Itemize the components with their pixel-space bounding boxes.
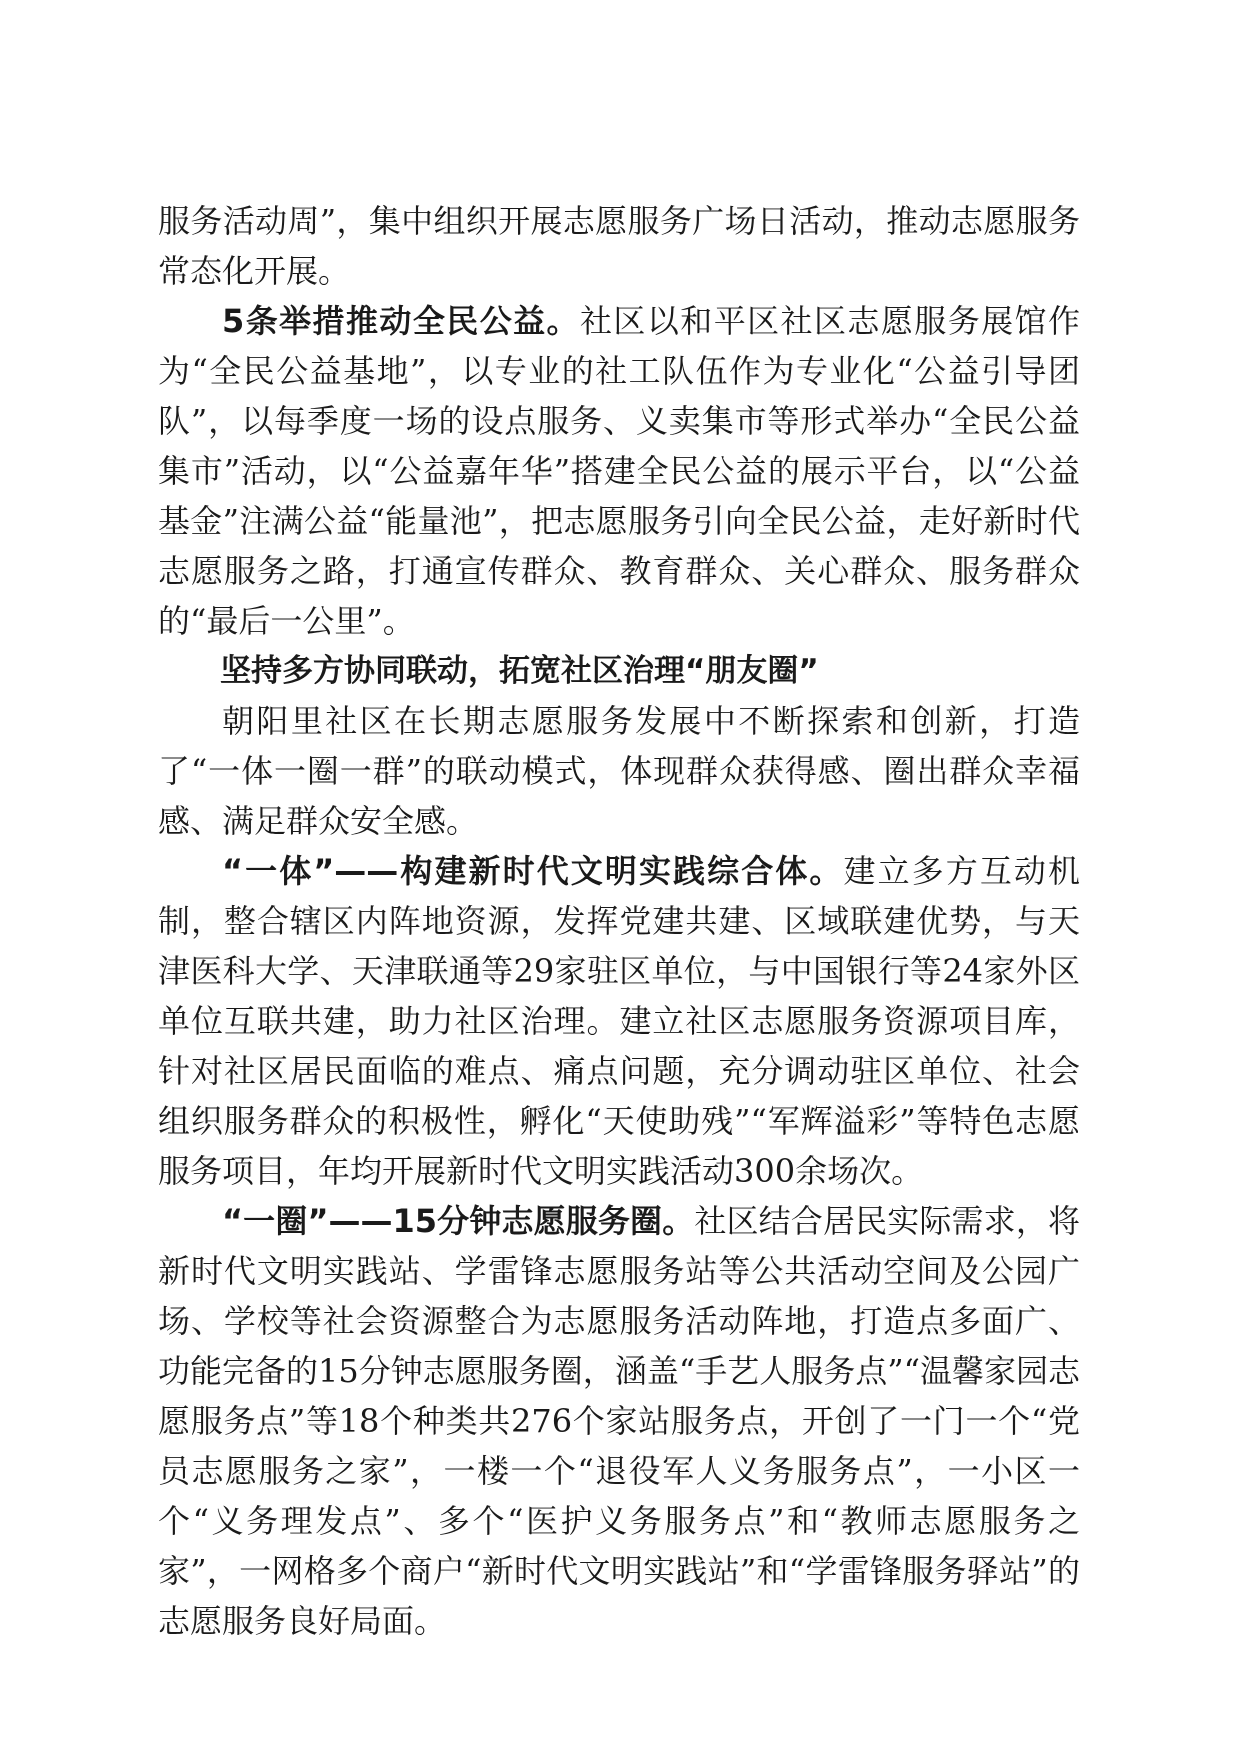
paragraph-linkage-model [158,696,1080,846]
paragraph-text: 建立多方互动机制，整合辖区内阵地资源，发挥党建共建、区域联建优势，与天津医科大学、天津联通等29家驻区单位，与中国银行等24家外区单位互联共建，助力社区治理。建立社区志愿服务资源项目库，针对社区居民面临的难点、痛点问题，充分调动驻区单位、社会组织服务群众的积极性，孵化“天使助残”“军辉溢彩”等特色志愿服务项目，年均开展新时代文明实践活动300余场次。 [158,852,1080,1190]
paragraph-intro-continuation [158,196,1080,296]
paragraph-text: 社区以和平区社区志愿服务展馆作为“全民公益基地”，以专业的社工队伍作为专业化“公益引导团队”，以每季度一场的设点服务、义卖集市等形式举办“全民公益集市”活动，以“公益嘉年华”搭建全民公益的展示平台，以“公益基金”注满公益“能量池”，把志愿服务引向全民公益，走好新时代志愿服务之路，打通宣传群众、教育群众、关心群众、服务群众的“最后一公里”。 [158,302,1080,640]
section-heading: 坚持多方协同联动，拓宽社区治理“朋友圈” [220,653,819,689]
document-page [158,196,1080,1646]
paragraph-yiti [158,846,1080,1196]
paragraph-text: 社区结合居民实际需求，将新时代文明实践站、学雷锋志愿服务站等公共活动空间及公园广场、学校等社会资源整合为志愿服务活动阵地，打造点多面广、功能完备的15分钟志愿服务圈，涵盖“手艺人服务点”“温馨家园志愿服务点”等18个种类共276个家站服务点，开创了一门一个“党员志愿服务之家”，一楼一个“退役军人义务服务点”，一小区一个“义务理发点”、多个“医护义务服务点”和“教师志愿服务之家”，一网格多个商户“新时代文明实践站”和“学雷锋服务驿站”的志愿服务良好局面。 [158,1202,1080,1640]
paragraph-yiquan [158,1196,1080,1646]
paragraph-lead: “一体”——构建新时代文明实践综合体。 [222,852,844,890]
paragraph-lead: “一圈”——15分钟志愿服务圈。 [222,1202,695,1240]
paragraph-lead: 5条举措推动全民公益。 [222,302,580,340]
paragraph-text: 服务活动周”，集中组织开展志愿服务广场日活动，推动志愿服务常态化开展。 [158,202,1080,290]
paragraph-text: 朝阳里社区在长期志愿服务发展中不断探索和创新，打造了“一体一圈一群”的联动模式，体现群众获得感、圈出群众幸福感、满足群众安全感。 [158,702,1080,840]
paragraph-public-welfare [158,296,1080,646]
